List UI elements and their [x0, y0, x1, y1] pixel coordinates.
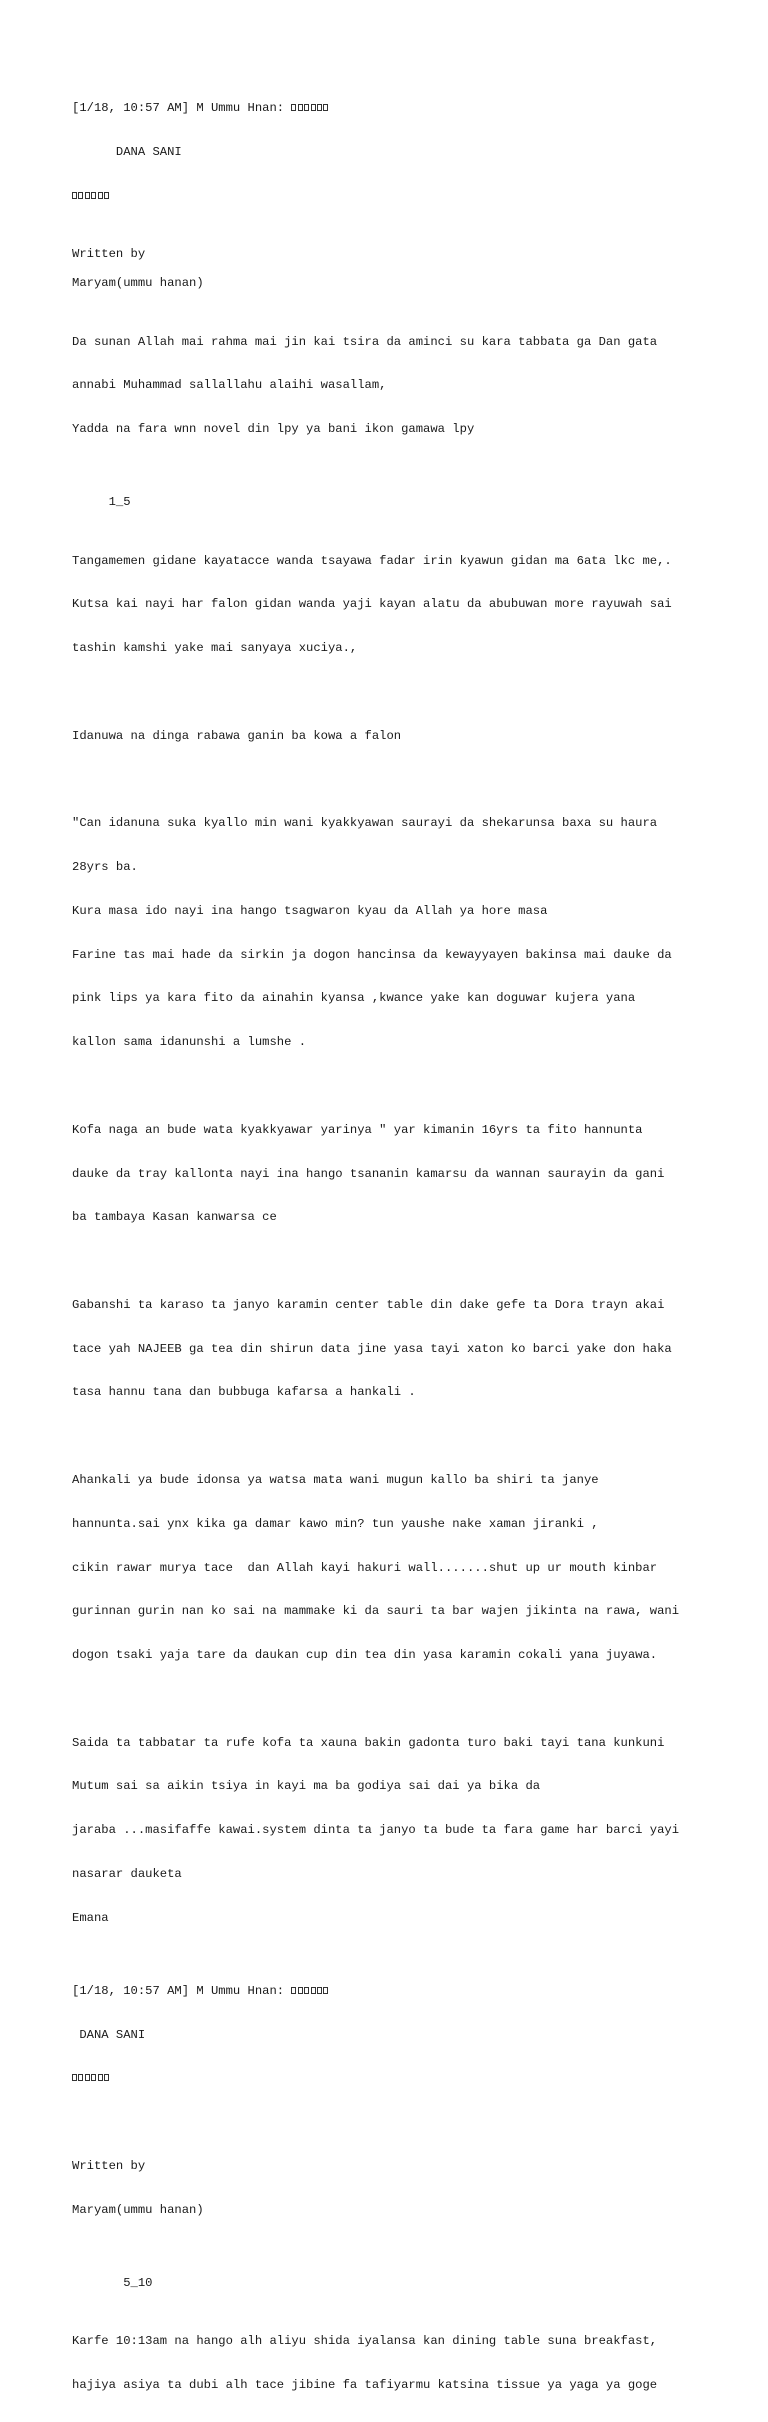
message-header-line: [1/18, 10:57 AM] M Ummu Hnan:: [72, 1983, 292, 1998]
message-header-line: [1/18, 10:57 AM] M Ummu Hnan:: [72, 101, 292, 116]
text-line: 28yrs ba.: [72, 860, 138, 875]
paragraph: [72, 524, 712, 685]
text-line: tasa hannu tana dan bubbuga kafarsa a hankali .: [72, 1385, 416, 1400]
intro-paragraph: [72, 306, 712, 467]
paragraph: [72, 2305, 712, 2422]
book-title: DANA SANI: [72, 144, 182, 159]
chapter-heading: 1_5: [72, 495, 131, 510]
text-line: Idanuwa na dinga rabawa ganin ba kowa a falon: [72, 728, 402, 743]
chapter-heading: 5_10: [72, 2275, 153, 2290]
missing-glyph-icon: [72, 189, 110, 204]
missing-glyph-icon: [72, 2071, 110, 2086]
paragraph: [72, 1444, 712, 1692]
text-line: Karfe 10:13am na hango alh aliyu shida iyalansa kan dining table suna breakfast,: [72, 2334, 658, 2349]
text-line: Farine tas mai hade da sirkin ja dogon hancinsa da kewayyayen bakinsa mai dauke da: [72, 947, 672, 962]
text-line: hajiya asiya ta dubi alh tace jibine fa tafiyarmu katsina tissue ya yaga ya goge: [72, 2377, 658, 2392]
message-header-2: [72, 1955, 712, 2116]
text-line: "Can idanuna suka kyallo min wani kyakkyawan saurayi da shekarunsa baxa su haura: [72, 816, 658, 831]
text-line: Kura masa ido nayi ina hango tsagwaron kyau da Allah ya hore masa: [72, 903, 548, 918]
text-line: tace yah NAJEEB ga tea din shirun data jine yasa tayi xaton ko barci yake don haka: [72, 1341, 672, 1356]
text-line: annabi Muhammad sallallahu alaihi wasallam,: [72, 378, 387, 393]
text-line: dogon tsaki yaja tare da daukan cup din tea din yasa karamin cokali yana juyawa.: [72, 1648, 658, 1663]
text-line: pink lips ya kara fito da ainahin kyansa ,kwance yake kan doguwar kujera yana: [72, 991, 636, 1006]
text-line: Emana: [72, 1910, 109, 1925]
missing-glyph-icon: [291, 1984, 329, 1999]
paragraph: [72, 787, 712, 1079]
paragraph: [72, 1707, 712, 1955]
text-line: Da sunan Allah mai rahma mai jin kai tsira da aminci su kara tabbata ga Dan gata: [72, 334, 658, 349]
text-line: Yadda na fara wnn novel din lpy ya bani ikon gamawa lpy: [72, 422, 475, 437]
text-line: Kofa naga an bude wata kyakkyawar yarinya " yar kimanin 16yrs ta fito hannunta: [72, 1122, 643, 1137]
text-line: cikin rawar murya tace dan Allah kayi hakuri wall.......shut up ur mouth kinbar: [72, 1560, 658, 1575]
text-line: jaraba ...masifaffe kawai.system dinta ta janyo ta bude ta fara game har barci yayi: [72, 1823, 680, 1838]
text-line: Saida ta tabbatar ta rufe kofa ta xauna bakin gadonta turo baki tayi tana kunkuni: [72, 1735, 665, 1750]
text-line: ba tambaya Kasan kanwarsa ce: [72, 1210, 277, 1225]
paragraph: [72, 1094, 712, 1255]
text-line: kallon sama idanunshi a lumshe .: [72, 1035, 307, 1050]
book-title: DANA SANI: [72, 2027, 146, 2042]
text-line: tashin kamshi yake mai sanyaya xuciya.,: [72, 641, 358, 656]
written-by-label: Written by: [72, 247, 146, 262]
text-line: nasarar dauketa: [72, 1867, 182, 1882]
text-line: Tangamemen gidane kayatacce wanda tsayawa fadar irin kyawun gidan ma 6ata lkc me,.: [72, 553, 672, 568]
paragraph: [72, 700, 712, 773]
text-line: Gabanshi ta karaso ta janyo karamin center table din dake gefe ta Dora trayn akai: [72, 1297, 665, 1312]
text-line: dauke da tray kallonta nayi ina hango tsananin kamarsu da wannan saurayin da gani: [72, 1166, 665, 1181]
document-page: [72, 72, 712, 2422]
author-name: Maryam(ummu hanan): [72, 2202, 204, 2217]
message-header-1: [72, 72, 712, 233]
paragraph: [72, 1269, 712, 1430]
text-line: hannunta.sai ynx kika ga damar kawo min? tun yaushe nake xaman jiranki ,: [72, 1516, 599, 1531]
text-line: gurinnan gurin nan ko sai na mammake ki da sauri ta bar wajen jikinta na rawa, wani: [72, 1604, 680, 1619]
text-line: Ahankali ya bude idonsa ya watsa mata wani mugun kallo ba shiri ta janye: [72, 1473, 599, 1487]
author-name: Maryam(ummu hanan): [72, 276, 204, 291]
text-line: Mutum sai sa aikin tsiya in kayi ma ba godiya sai dai ya bika da: [72, 1779, 541, 1794]
text-line: Kutsa kai nayi har falon gidan wanda yaji kayan alatu da abubuwan more rayuwah sai: [72, 597, 672, 612]
missing-glyph-icon: [291, 101, 329, 116]
written-by-label: Written by: [72, 2158, 146, 2173]
